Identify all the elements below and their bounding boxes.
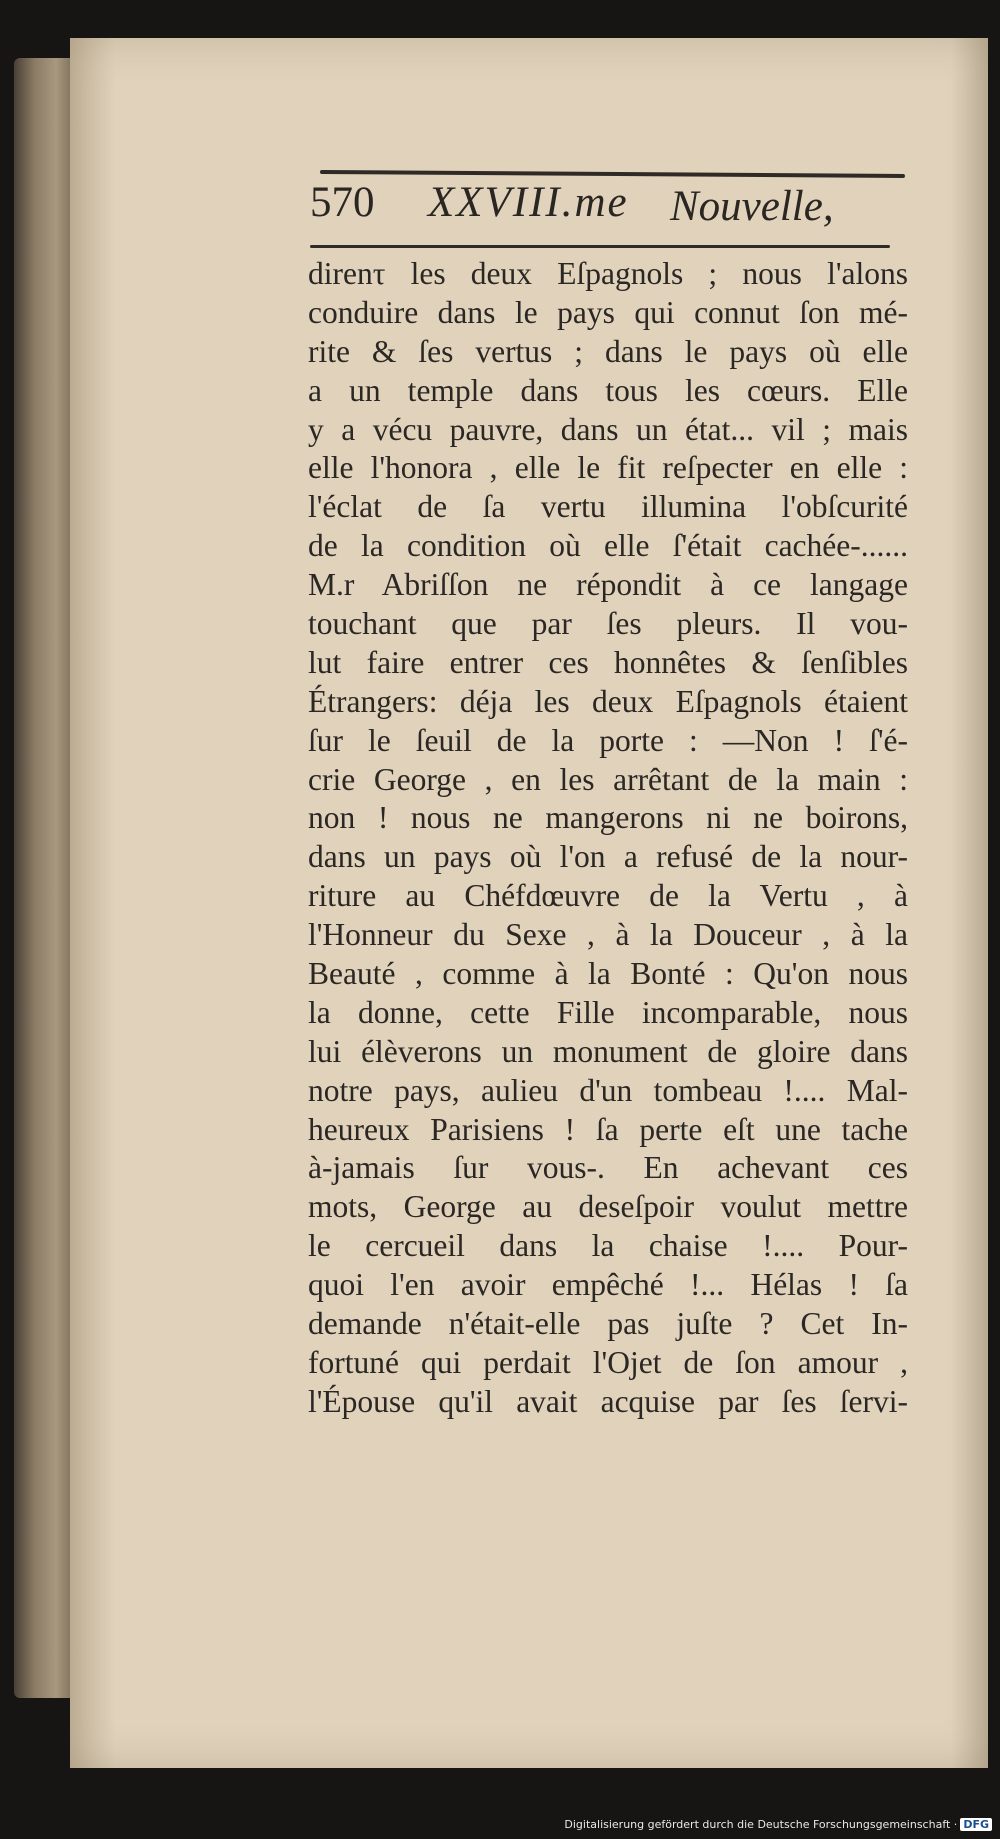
running-title: Nouvelle, bbox=[670, 183, 834, 230]
text-line: riture au Chéfdœuvre de la Vertu , à bbox=[308, 878, 908, 914]
chapter-number: XXVIII.me bbox=[428, 179, 629, 226]
text-line: ſur le ſeuil de la porte : —Non ! ſ'é- bbox=[308, 722, 908, 758]
text-line: la donne, cette Fille incomparable, nous bbox=[308, 994, 908, 1030]
book-spine-edge bbox=[14, 58, 74, 1698]
text-line: Beauté , comme à la Bonté : Qu'on nous bbox=[308, 956, 908, 992]
text-line: rite & ſes vertus ; dans le pays où elle bbox=[308, 333, 908, 369]
text-line: le cercueil dans la chaise !.... Pour- bbox=[308, 1228, 908, 1264]
text-line: fortuné qui perdait l'Ojet de ſon amour , bbox=[308, 1344, 908, 1380]
text-line: demande n'était-elle pas juſte ? Cet In- bbox=[308, 1306, 908, 1342]
text-line: lui élèverons un monument de gloire dans bbox=[308, 1033, 908, 1069]
digitization-credit bbox=[564, 1818, 992, 1831]
text-line: Étrangers: déja les deux Eſpagnols étaient bbox=[308, 683, 908, 719]
header-rule-bottom bbox=[310, 245, 890, 248]
body-text bbox=[308, 255, 908, 1422]
text-line: l'éclat de ſa vertu illumina l'obſcurité bbox=[308, 489, 908, 525]
running-head bbox=[310, 168, 910, 248]
text-line: crie George , en les arrêtant de la main : bbox=[308, 761, 908, 797]
text-line: a un temple dans tous les cœurs. Elle bbox=[308, 372, 908, 408]
text-line: notre pays, aulieu d'un tombeau !.... Mal- bbox=[308, 1072, 908, 1108]
text-line: de la condition où elle ſ'était cachée-...... bbox=[308, 528, 908, 564]
dfg-logo: DFG bbox=[960, 1818, 992, 1831]
text-line: dans un pays où l'on a refusé de la nour- bbox=[308, 839, 908, 875]
text-line: quoi l'en avoir empêché !... Hélas ! ſa bbox=[308, 1267, 908, 1303]
text-line: non ! nous ne mangerons ni ne boirons, bbox=[308, 800, 908, 836]
text-line: conduire dans le pays qui connut ſon mé- bbox=[308, 294, 908, 330]
text-line: lut faire entrer ces honnêtes & ſenſibles bbox=[308, 644, 908, 680]
text-line: heureux Parisiens ! ſa perte eſt une tache bbox=[308, 1111, 908, 1147]
text-line: M.r Abriſſon ne répondit à ce langage bbox=[308, 567, 908, 603]
text-line: l'Honneur du Sexe , à la Douceur , à la bbox=[308, 917, 908, 953]
text-line: direnτ les deux Eſpagnols ; nous l'alons bbox=[308, 256, 908, 291]
text-line: à-jamais ſur vous-. En achevant ces bbox=[308, 1150, 908, 1186]
text-line: elle l'honora , elle le fit reſpecter en elle : bbox=[308, 450, 908, 486]
text-line: touchant que par ſes pleurs. Il vou- bbox=[308, 606, 908, 642]
credit-text: Digitalisierung gefördert durch die Deutsche Forschungsgemeinschaft · bbox=[564, 1818, 958, 1831]
text-line: y a vécu pauvre, dans un état... vil ; mais bbox=[308, 411, 908, 447]
text-line: l'Épouse qu'il avait acquise par ſes ſervi- bbox=[308, 1383, 908, 1419]
page-number: 570 bbox=[310, 179, 375, 226]
text-line: mots, George au deseſpoir voulut mettre bbox=[308, 1189, 908, 1225]
